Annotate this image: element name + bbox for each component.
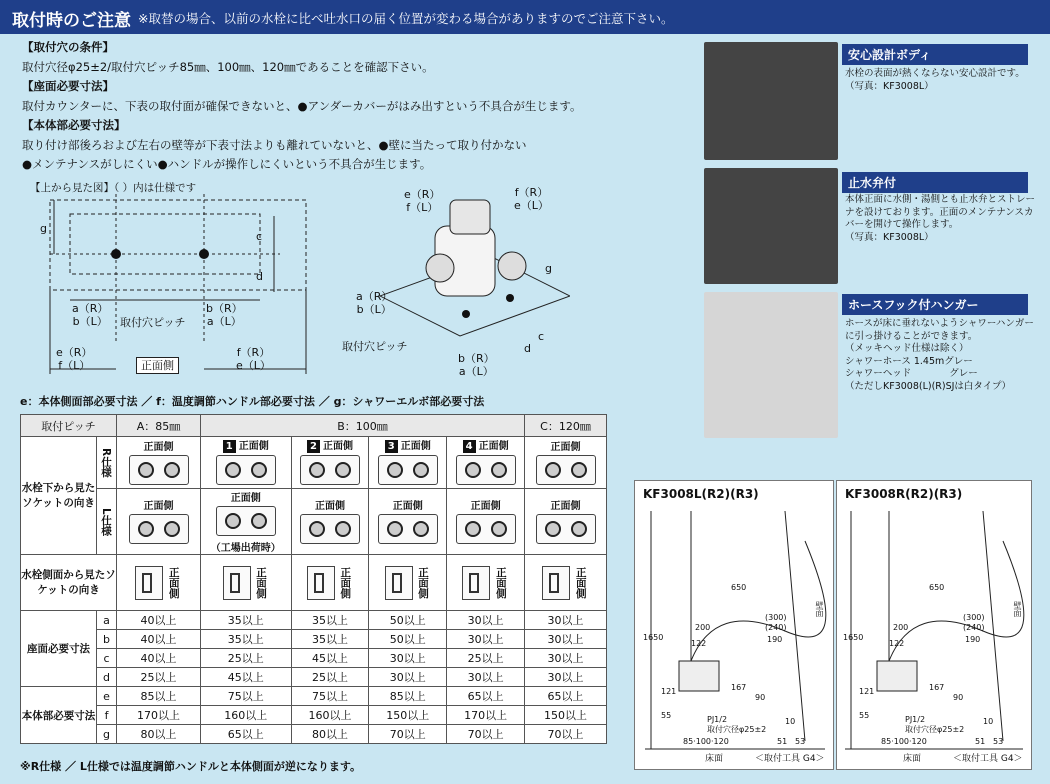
cell-r-b3: 3 正面側 xyxy=(369,437,447,489)
bottom-note: ※R仕様 ／ L仕様では温度調節ハンドルと本体側面が逆になります。 xyxy=(20,760,361,773)
header-bar xyxy=(0,0,1050,34)
group-label-body: 本体部必要寸法 xyxy=(21,687,97,744)
side-cell: 正面側 xyxy=(201,555,292,611)
feature-text: 本体正面に水側・湯側とも止水弁とストレーナを設けております。正面のメンテナンスカバーを開けて操作します。 （写真：KF3008L） xyxy=(845,194,1036,243)
dimension-legend: e：本体側面部必要寸法 ／ f：温度調節ハンドル部必要寸法 ／ g：シャワーエルボ部必要寸法 xyxy=(20,395,485,408)
note-line: ●メンテナンスがしにくい●ハンドルが操作しにくいという不具合が生じます。 xyxy=(22,157,432,171)
side-socket-icon xyxy=(223,566,251,600)
row-label-socket-bottom: 水栓下から見たソケットの向き xyxy=(21,437,97,555)
r-spec-label: R仕様 xyxy=(100,447,112,478)
socket-icon xyxy=(216,506,276,536)
cell-l-a: 正面側 xyxy=(117,489,201,555)
iso-label-c: c xyxy=(538,330,545,343)
iso-label-ba: b（R） a（L） xyxy=(458,352,495,378)
feature-text: ホースが床に垂れないようシャワーハンガーに引っ掛けることができます。 （メッキヘッド仕様は除く） シャワーホース 1.45mグレー シャワーヘッド グレー （ただしKF3008(L)(R)SJは白タイプ） xyxy=(845,318,1034,392)
dim-label-ba: b（R） a（L） xyxy=(206,302,243,328)
socket-icon xyxy=(536,514,596,544)
cell-r-b1: 1 正面側 xyxy=(201,437,292,489)
cell-l-b2: 正面側 xyxy=(291,489,369,555)
photo-hanger xyxy=(704,292,838,438)
side-socket-icon xyxy=(135,566,163,600)
drawing-kf3008l: KF3008L(R2)(R3) 1650 650 200 122 (300) (240) 190 167 121 55 90 10 51 53 壁面 PJ1/2 取付穴径φ25±2 85·100·120 床面 ＜取付工具 G4＞ xyxy=(634,480,834,770)
side-socket-icon xyxy=(385,566,413,600)
cell-r-b2: 2 正面側 xyxy=(291,437,369,489)
header-note: ※取替の場合、以前の水栓に比べ吐水口の届く位置が変わる場合がありますのでご注意下さい。 xyxy=(138,11,674,26)
dim-label-d: d xyxy=(256,270,263,283)
side-cell: 正面側 xyxy=(291,555,369,611)
dim-label-g: g xyxy=(40,222,47,235)
note-line: 取り付け部後ろおよび左右の壁等が下表寸法よりも離れていないと、●壁に当たって取り付かない xyxy=(22,137,527,152)
socket-icon xyxy=(456,514,516,544)
l-spec-label: L仕様 xyxy=(100,507,112,536)
socket-icon xyxy=(300,455,360,485)
iso-label-pitch: 取付穴ピッチ xyxy=(342,340,408,353)
side-socket-icon xyxy=(462,566,490,600)
front-side-label: 正面側 xyxy=(136,357,179,374)
drawing-kf3008r: KF3008R(R2)(R3) 1650 650 200 122 (300) (240) 190 167 121 55 90 10 51 53 壁面 PJ1/2 取付穴径φ25±2 85·100·120 床面 ＜取付工具 G4＞ xyxy=(836,480,1032,770)
socket-icon xyxy=(378,455,438,485)
iso-view-diagram xyxy=(340,186,570,386)
col-header-c: C：120㎜ xyxy=(525,415,607,437)
spec-table: 取付ピッチ A：85㎜ B：100㎜ C：120㎜ 水栓下から見たソケットの向き R仕様 正面側 1 正面側 2 正面側 3 正面側 4 正面側 正面側 L仕様 正面側 正面側 （工場出荷時） 正面側 正面側 正面側 正面側 水栓側面から見たソケットの向き 正面側 正面側 正面側 正面側 正面側 正面側 座面必要寸法 a 40以上 35以上 35以上 50以上 30以上 30以上 b 40以上 35以上 35以上 50以上 30以上 30以上 c 40以上 25以上 45以上 30以上 25以上 30以上 d 25以上 45以上 25以上 30以上 30以上 30以上 本体部必要寸法 e 85以上 75以上 75以上 85以上 65以上 65以上 f 170以上 160以上 160以上 150以上 170以上 150以上 g 80以上 65以上 80以上 70以上 70以上 70以上 xyxy=(20,414,607,744)
note-line: 【本体部必要寸法】 xyxy=(22,118,126,132)
cell-l-b4: 正面側 xyxy=(447,489,525,555)
side-socket-icon xyxy=(542,566,570,600)
socket-icon xyxy=(536,455,596,485)
cell-l-c: 正面側 xyxy=(525,489,607,555)
photo-body xyxy=(704,42,838,160)
side-cell: 正面側 xyxy=(369,555,447,611)
installation-notes xyxy=(22,38,702,175)
dim-label-ab: a（R） b（L） xyxy=(72,302,109,328)
photo-valve xyxy=(704,168,838,284)
note-line: 【取付穴の条件】 xyxy=(22,40,114,54)
col-header-pitch: 取付ピッチ xyxy=(21,415,117,437)
side-cell: 正面側 xyxy=(525,555,607,611)
col-header-a: A：85㎜ xyxy=(117,415,201,437)
top-view-caption: 【上から見た図】（ ）内は仕様です xyxy=(30,182,197,194)
factory-default-label: （工場出荷時） xyxy=(210,543,281,554)
group-label-seat: 座面必要寸法 xyxy=(21,611,97,687)
dim-label-fe: f（R） e（L） xyxy=(236,346,271,372)
header-title: 取付時のご注意 xyxy=(12,11,131,31)
side-cell: 正面側 xyxy=(117,555,201,611)
feature-title: ホースフック付ハンガー xyxy=(842,294,1028,315)
socket-icon xyxy=(300,514,360,544)
note-line: 取付カウンターに、下表の取付面が確保できないと、●アンダーカバーがはみ出すという不具合が生じます。 xyxy=(22,98,582,113)
dim-label-ef: e（R） f（L） xyxy=(56,346,93,372)
feature-title: 止水弁付 xyxy=(842,172,1028,193)
feature-title: 安心設計ボディ xyxy=(842,44,1028,65)
drawing-title: KF3008R(R2)(R3) xyxy=(845,487,963,501)
note-line: 【座面必要寸法】 xyxy=(22,79,114,93)
socket-icon xyxy=(216,455,276,485)
socket-icon xyxy=(378,514,438,544)
drawing-title: KF3008L(R2)(R3) xyxy=(643,487,759,501)
iso-label-g: g xyxy=(545,262,552,275)
iso-label-ef: e（R） f（L） xyxy=(404,188,441,214)
socket-icon xyxy=(129,455,189,485)
socket-icon xyxy=(456,455,516,485)
cell-r-a: 正面側 xyxy=(117,437,201,489)
socket-icon xyxy=(129,514,189,544)
iso-label-fe: f（R） e（L） xyxy=(514,186,549,212)
dim-label-c: c xyxy=(256,230,263,243)
iso-label-ab: a（R） b（L） xyxy=(356,290,393,316)
row-label-socket-side: 水栓側面から見たソケットの向き xyxy=(21,555,117,611)
iso-label-d: d xyxy=(524,342,531,355)
note-line: 取付穴径φ25±2/取付穴ピッチ85㎜、100㎜、120㎜であることを確認下さい。 xyxy=(22,59,434,74)
dim-label-pitch: 取付穴ピッチ xyxy=(120,316,186,329)
cell-l-b1: 正面側 （工場出荷時） xyxy=(201,489,292,555)
cell-r-c: 正面側 xyxy=(525,437,607,489)
side-socket-icon xyxy=(307,566,335,600)
side-cell: 正面側 xyxy=(447,555,525,611)
cell-l-b3: 正面側 xyxy=(369,489,447,555)
cell-r-b4: 4 正面側 xyxy=(447,437,525,489)
feature-text: 水栓の表面が熱くならない安心設計です。 （写真：KF3008L） xyxy=(845,68,1025,92)
col-header-b: B：100㎜ xyxy=(201,415,525,437)
